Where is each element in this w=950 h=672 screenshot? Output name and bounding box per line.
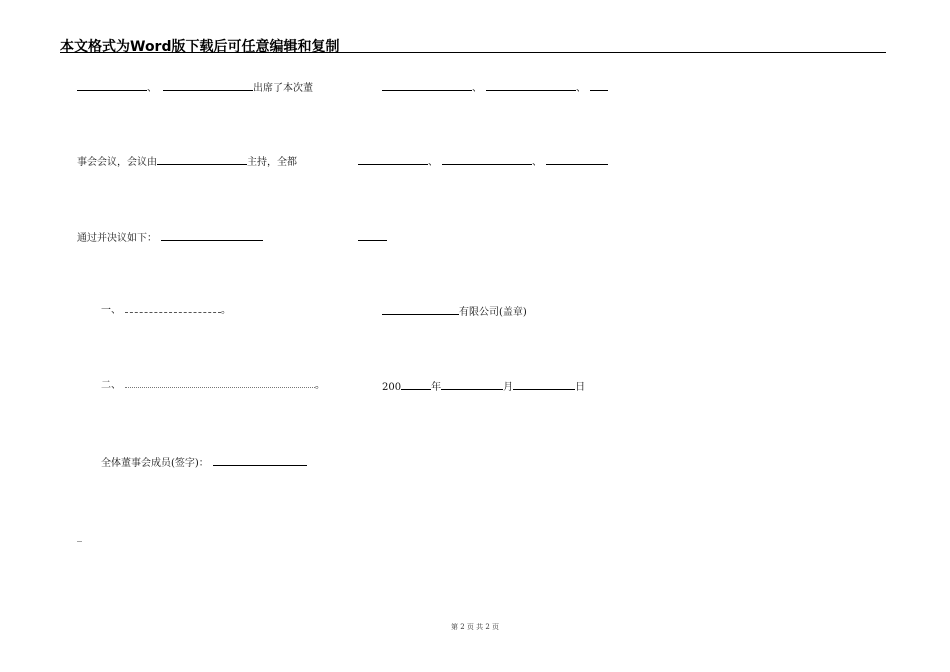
separator: 、 xyxy=(532,157,542,168)
stray-mark: _ xyxy=(77,531,82,542)
blank-field[interactable] xyxy=(546,154,608,165)
host-text: 主持，全都 xyxy=(247,157,297,168)
date-line xyxy=(382,379,585,395)
signature-field[interactable] xyxy=(213,455,307,466)
item-fill[interactable] xyxy=(125,380,315,388)
item-end: 。 xyxy=(221,305,231,316)
item-fill[interactable] xyxy=(125,305,221,313)
resolution-item-2 xyxy=(101,379,325,393)
right-line-3 xyxy=(358,230,387,246)
item-end: 。 xyxy=(315,380,325,391)
attendance-text: 出席了本次董 xyxy=(253,83,313,94)
blank-field[interactable] xyxy=(358,154,428,165)
day-field[interactable] xyxy=(513,379,575,390)
blank-field[interactable] xyxy=(161,230,263,241)
page-footer: 第 2 页 共 2 页 xyxy=(450,623,500,631)
year-field[interactable] xyxy=(401,379,431,390)
company-name-field[interactable] xyxy=(382,304,459,315)
meeting-text: 事会会议，会议由 xyxy=(77,157,157,168)
blank-field[interactable] xyxy=(486,80,576,91)
blank-field[interactable] xyxy=(358,230,387,241)
document-header-title: 本文格式为Word版下载后可任意编辑和复制 xyxy=(60,39,340,55)
year-prefix: 200 xyxy=(382,382,402,393)
month-label: 月 xyxy=(503,382,514,393)
blank-field[interactable] xyxy=(590,80,608,91)
meeting-host-line xyxy=(77,154,297,170)
blank-field[interactable] xyxy=(77,80,147,91)
members-signature-line xyxy=(101,455,307,471)
year-label: 年 xyxy=(431,382,442,393)
item-label: 二、 xyxy=(101,380,121,391)
separator: 、 xyxy=(576,83,586,94)
header-divider xyxy=(60,52,886,53)
month-field[interactable] xyxy=(441,379,503,390)
resolution-intro-text: 通过并决议如下： xyxy=(77,233,157,244)
separator: 、 xyxy=(472,83,482,94)
company-suffix: 有限公司(盖章) xyxy=(459,307,527,318)
attendance-line xyxy=(77,80,313,96)
blank-field[interactable] xyxy=(442,154,532,165)
resolution-intro-line xyxy=(77,230,263,246)
company-seal-line xyxy=(382,304,527,320)
blank-field[interactable] xyxy=(382,80,472,91)
right-line-1 xyxy=(382,80,608,96)
resolution-item-1 xyxy=(101,304,231,318)
day-label: 日 xyxy=(575,382,586,393)
blank-field[interactable] xyxy=(163,80,253,91)
blank-field[interactable] xyxy=(157,154,247,165)
separator: 、 xyxy=(147,83,157,94)
right-line-2 xyxy=(358,154,608,170)
members-label: 全体董事会成员(签字)： xyxy=(101,458,209,469)
separator: 、 xyxy=(428,157,438,168)
item-label: 一、 xyxy=(101,305,121,316)
